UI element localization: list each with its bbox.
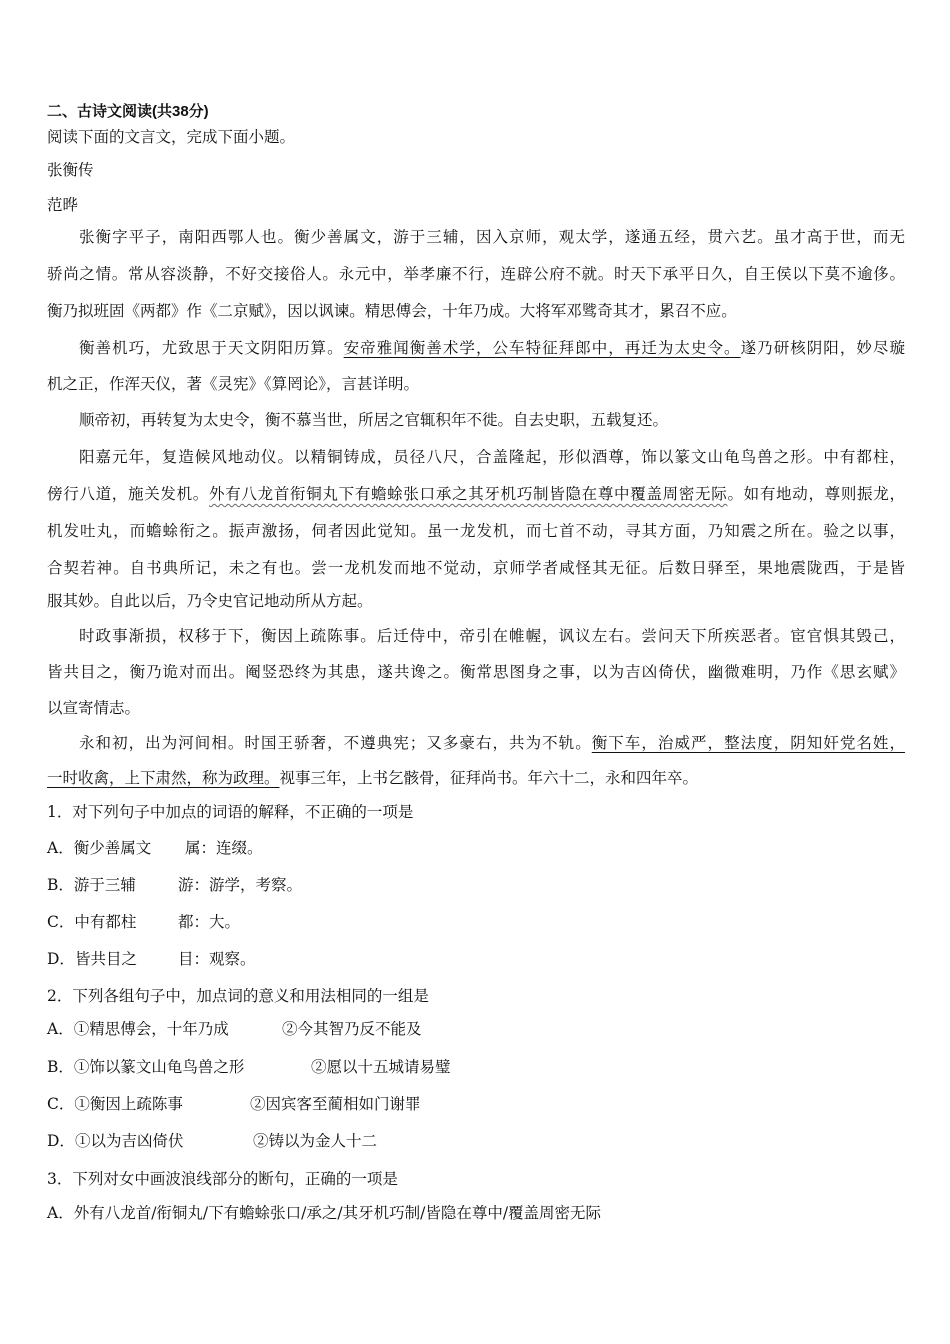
passage-line (47, 447, 905, 467)
option-text: 衡少善属文 (73, 839, 152, 857)
passage-line (47, 301, 905, 321)
passage-line (47, 227, 905, 247)
option-text: ①饰以篆文山龟鸟兽之形 (73, 1058, 245, 1076)
option-text: ①精思傅会，十年乃成 (73, 1020, 229, 1038)
option-label: A． (47, 839, 74, 857)
question-stem: 1．对下列句子中加点的词语的解释，不正确的一项是 (47, 803, 414, 821)
passage-line (47, 374, 905, 394)
passage-text: 永和初，出为河间相。时国王骄奢，不遵典宪；又多豪右，共为不轨。 (79, 734, 592, 752)
passage-text: 傍行八道，施关发机。 (47, 485, 210, 503)
wavy-underlined-text: 外有八龙首衔铜丸下有蟾蜍张口承之其牙机巧制皆隐在尊中覆盖周密无际 (209, 485, 728, 503)
option-explanation: 游：游学，考察。 (178, 876, 303, 894)
question-option (47, 949, 905, 969)
instruction: 阅读下面的文言文，完成下面小题。 (47, 128, 296, 146)
passage-text: 顺帝初，再转复为太史令，衡不慕当世，所居之官辄积年不徙。自去史职，五载复还。 (79, 411, 669, 429)
underlined-text: 一时收禽，上下肃然，称为政理。 (47, 769, 280, 787)
option-label: C． (47, 1095, 75, 1113)
passage-text: 骄尚之情。常从容淡静，不好交接俗人。永元中，举孝廉不行，连辟公府不就。时天下承平日久，自王侯以下莫不逾侈。 (47, 265, 905, 283)
option-explanation: 都：大。 (178, 913, 241, 931)
option-label: B． (47, 876, 74, 894)
passage-line (47, 484, 905, 504)
passage-line (47, 768, 905, 788)
question-option (47, 1203, 905, 1223)
option-label: C． (47, 913, 75, 931)
question-stem: 3．下列对女中画波浪线部分的断句，正确的一项是 (47, 1170, 398, 1188)
option-text: 游于三辅 (73, 876, 136, 894)
option-explanation: ②因宾客至蔺相如门谢罪 (250, 1095, 421, 1113)
question-option (47, 875, 905, 895)
option-text: 外有八龙首/衔铜丸/下有蟾蜍张口/承之/其牙机巧制/皆隐在尊中/覆盖周密无际 (73, 1204, 602, 1222)
option-label: B． (47, 1058, 74, 1076)
passage-line (47, 521, 905, 541)
option-explanation: ②今其智乃反不能及 (282, 1020, 422, 1038)
passage-line (47, 591, 905, 611)
passage-text: 衡善机巧，尤致思于天文阴阳历算。 (79, 339, 344, 357)
option-explanation: 目：观察。 (178, 950, 256, 968)
passage-text: 机之正，作浑天仪，著《灵宪》《算罔论》，言甚详明。 (47, 375, 420, 393)
passage-text: 以宣寄情志。 (47, 699, 141, 717)
question-option (47, 1094, 905, 1114)
passage-text: 遂乃研核阴阳，妙尽璇 (740, 339, 905, 357)
passage-line (47, 264, 905, 284)
underlined-text: 安帝雅闻衡善术学，公车特征拜郎中，再迁为太史令。 (343, 339, 741, 357)
option-label: A． (47, 1020, 74, 1038)
question-option (47, 1057, 905, 1077)
option-explanation: ②愿以十五城请易璧 (311, 1058, 451, 1076)
passage-text: 衡乃拟班固《两都》作《二京赋》，因以讽谏。精思傅会，十年乃成。大将军邓骘奇其才，累召不应。 (47, 302, 737, 320)
passage-author: 范晔 (47, 196, 79, 214)
question-option (47, 912, 905, 932)
passage-text: 服其妙。自此以后，乃令史官记地动所从方起。 (47, 592, 373, 610)
passage-text: 。如有地动，尊则振龙， (727, 485, 905, 503)
question-option (47, 838, 905, 858)
option-text: ①以为吉凶倚伏 (74, 1132, 184, 1150)
passage-text: 阳嘉元年，复造候风地动仪。以精铜铸成，员径八尺，合盖隆起，形似酒尊，饰以篆文山龟鸟兽之形。中有都柱， (79, 448, 905, 466)
section-heading: 二、古诗文阅读(共38分) (47, 103, 209, 120)
option-explanation: ②铸以为金人十二 (253, 1132, 378, 1150)
passage-line (47, 558, 905, 578)
question-stem: 2．下列各组句子中，加点词的意义和用法相同的一组是 (47, 987, 429, 1005)
passage-title: 张衡传 (47, 161, 94, 179)
passage-line (47, 698, 905, 718)
passage-line (47, 626, 905, 646)
question-option (47, 1019, 905, 1039)
passage-line (47, 662, 905, 682)
option-label: D． (47, 1132, 75, 1150)
passage-line (47, 733, 905, 753)
passage-text: 张衡字平子，南阳西鄂人也。衡少善属文，游于三辅，因入京师，观太学，遂通五经，贯六艺。虽才高于世，而无 (79, 228, 905, 246)
option-label: D． (47, 950, 75, 968)
option-text: 皆共目之 (74, 950, 137, 968)
option-explanation: 属：连缀。 (185, 839, 263, 857)
passage-text: 时政事渐损，权移于下，衡因上疏陈事。后迁侍中，帝引在帷幄，讽议左右。尝问天下所疾恶者。宦官惧其毁己， (79, 627, 905, 645)
passage-line (47, 338, 905, 358)
option-text: 中有都柱 (74, 913, 137, 931)
passage-line (47, 410, 905, 430)
passage-text: 皆共目之，衡乃诡对而出。阉竖恐终为其患，遂共谗之。衡常思图身之事，以为吉凶倚伏，幽微难明，乃作《思玄赋》 (47, 663, 905, 681)
passage-text: 机发吐丸，而蟾蜍衔之。振声激扬，伺者因此觉知。虽一龙发机，而七首不动，寻其方面，乃知震之所在。验之以事， (47, 522, 905, 540)
option-text: ①衡因上疏陈事 (74, 1095, 183, 1113)
passage-text: 视事三年，上书乞骸骨，征拜尚书。年六十二，永和四年卒。 (279, 769, 699, 787)
passage-text: 合契若神。自书典所记，未之有也。尝一龙机发而地不觉动，京师学者咸怪其无征。后数日驿至，果地震陇西，于是皆 (47, 559, 905, 577)
question-option (47, 1131, 905, 1151)
option-label: A． (47, 1204, 74, 1222)
underlined-text: 衡下车，治威严，整法度，阴知奸党名姓， (591, 734, 905, 752)
